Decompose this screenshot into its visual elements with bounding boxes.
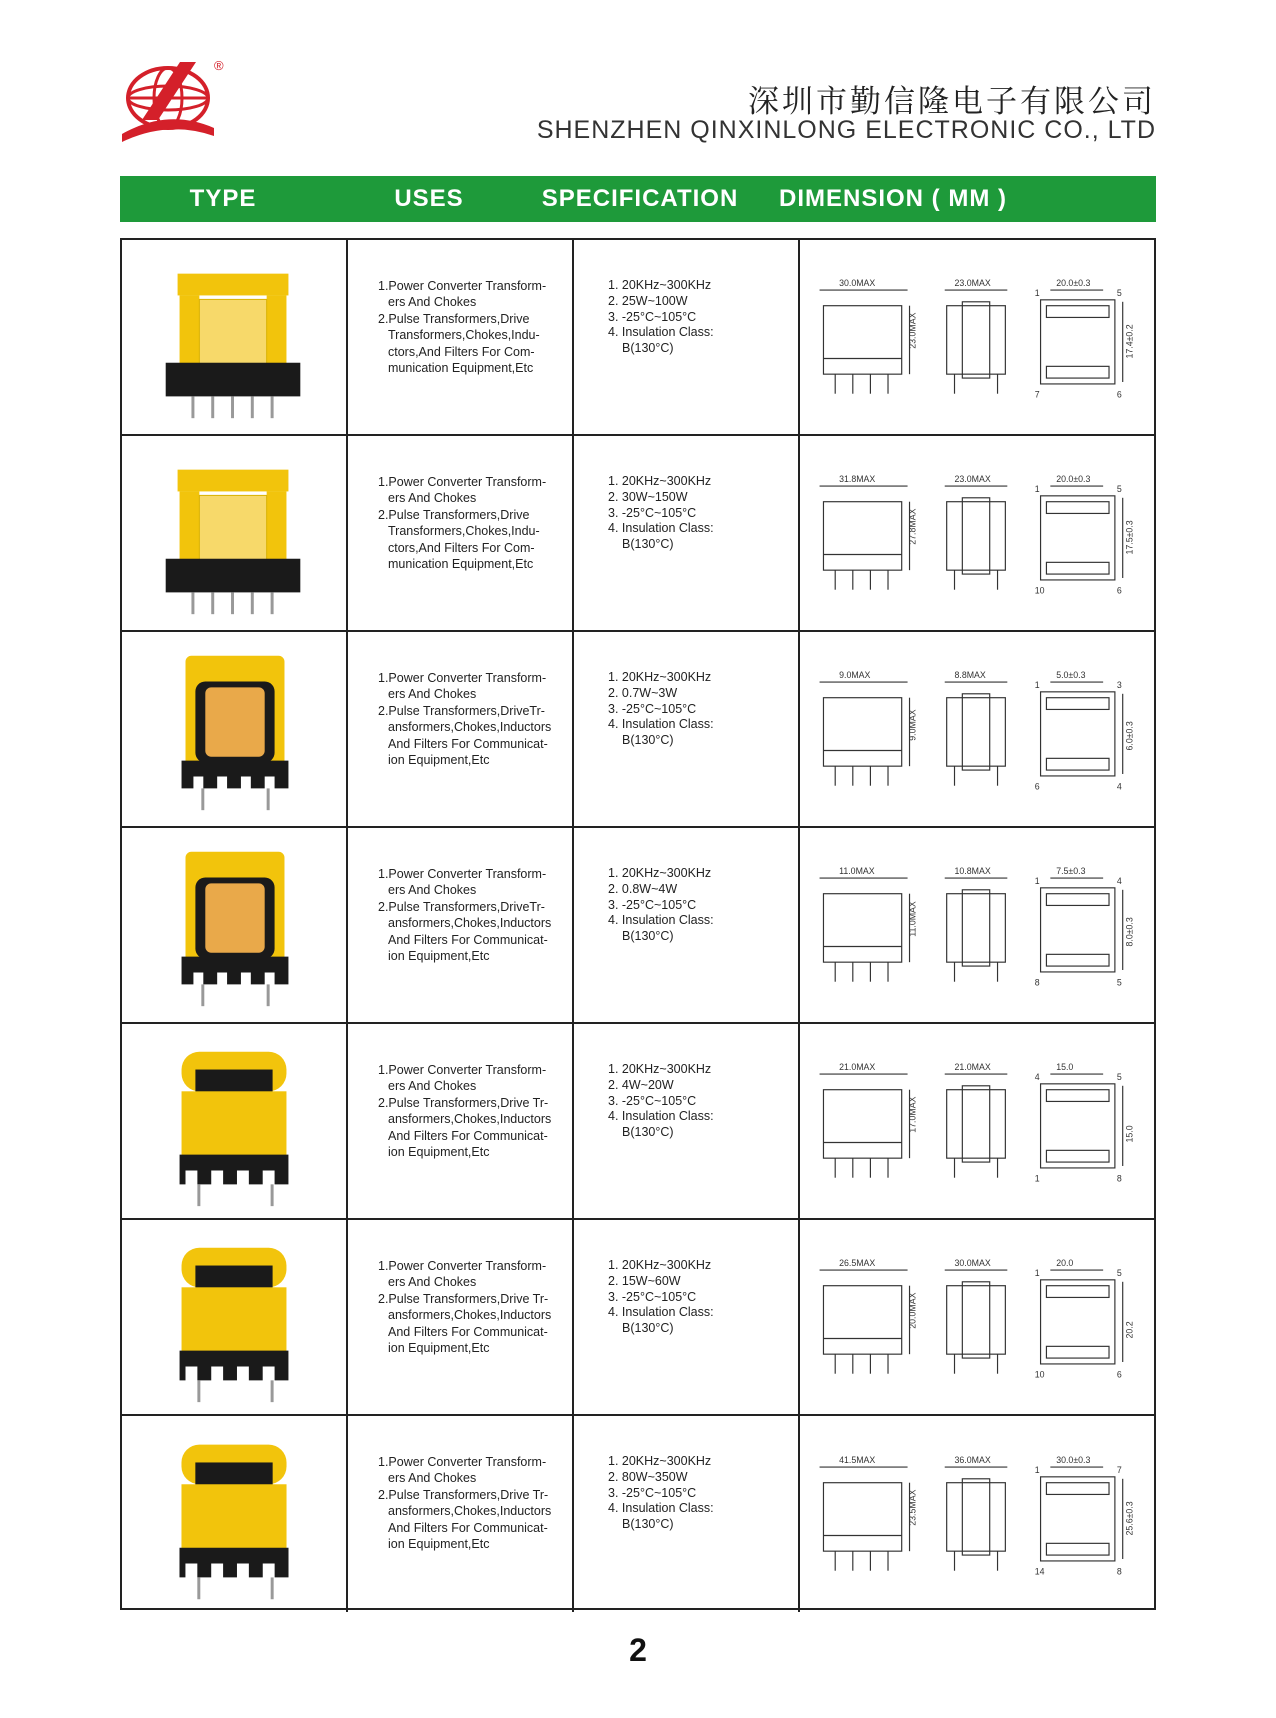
spec-line: 3. -25°C~105°C <box>608 701 697 716</box>
dim-label: 30.0MAX <box>839 278 876 289</box>
uses-line: And Filters For Communicat- <box>388 736 548 751</box>
dim-label: 8.0±0.3 <box>1124 917 1135 947</box>
spec-line: B(130°C) <box>622 341 674 356</box>
dimension-cell <box>800 240 1154 434</box>
dim-label: 25.6±0.3 <box>1124 1501 1135 1536</box>
company-name-en: SHENZHEN QINXINLONG ELECTRONIC CO., LTD <box>536 116 1156 144</box>
dimension-drawing <box>800 828 1154 1022</box>
uses-line: ers And Chokes <box>388 883 477 898</box>
pin-label: 6 <box>1116 389 1122 400</box>
bottom-view <box>1041 692 1115 776</box>
dimension-cell <box>800 1416 1154 1612</box>
uses-line: 2.Pulse Transformers,DriveTr- <box>378 703 545 718</box>
dimension-drawing <box>800 1024 1154 1218</box>
pin-label: 7 <box>1034 389 1040 400</box>
dim-label: 20.0 <box>1056 1258 1074 1269</box>
dim-label: 21.0MAX <box>839 1062 876 1073</box>
uses-line: 1.Power Converter Transform- <box>378 1455 547 1469</box>
transformer-photo <box>122 1024 346 1218</box>
side-view <box>947 894 1006 962</box>
dimension-cell <box>800 632 1154 826</box>
type-cell <box>122 436 348 630</box>
type-cell <box>122 1416 348 1612</box>
transformer-photo <box>122 240 346 434</box>
dimension-drawing <box>800 632 1154 826</box>
uses-line: And Filters For Communicat- <box>388 1520 548 1535</box>
pin-label: 5 <box>1116 483 1122 494</box>
uses-cell <box>348 1024 574 1218</box>
uses-line: munication Equipment,Etc <box>388 557 534 572</box>
specification-cell <box>574 632 800 826</box>
bottom-view <box>1041 1280 1115 1364</box>
uses-line: 1.Power Converter Transform- <box>378 475 547 489</box>
uses-cell <box>348 632 574 826</box>
bottom-view <box>1041 1084 1115 1168</box>
specification-cell <box>574 1416 800 1612</box>
pin-label: 5 <box>1116 287 1122 298</box>
dim-label: 8.8MAX <box>954 670 986 681</box>
transformer-photo <box>122 1416 346 1612</box>
side-view <box>947 1286 1006 1354</box>
pin-label: 1 <box>1034 287 1040 298</box>
transformer-photo <box>122 1220 346 1414</box>
pin-label: 1 <box>1034 679 1040 690</box>
pin-label: 4 <box>1116 781 1122 792</box>
spec-line: 1. 20KHz~300KHz <box>608 278 712 292</box>
uses-line: ansformers,Chokes,Inductors <box>388 1308 552 1323</box>
dimension-cell <box>800 1024 1154 1218</box>
spec-line: B(130°C) <box>622 733 674 748</box>
uses-line: Transformers,Chokes,Indu- <box>388 524 540 539</box>
dim-label: 23.5MAX <box>907 1489 918 1526</box>
dim-label: 9.0MAX <box>839 670 871 681</box>
transformer-photo <box>122 828 346 1022</box>
side-view <box>947 502 1006 570</box>
dim-label: 7.5±0.3 <box>1056 866 1086 877</box>
pin-label: 5 <box>1116 977 1122 988</box>
dimension-drawing <box>800 1220 1154 1414</box>
pin-label: 10 <box>1034 1369 1045 1380</box>
dim-label: 23.0MAX <box>907 312 918 349</box>
dim-label: 5.0±0.3 <box>1056 670 1086 681</box>
pin-label: 8 <box>1116 1173 1122 1184</box>
dim-label: 17.0MAX <box>907 1096 918 1133</box>
uses-line: ion Equipment,Etc <box>388 1341 490 1356</box>
product-row <box>122 1416 1154 1612</box>
front-view <box>823 502 901 570</box>
front-view <box>823 698 901 766</box>
dim-label: 36.0MAX <box>954 1455 991 1466</box>
spec-line: B(130°C) <box>622 1517 674 1532</box>
pin-label: 1 <box>1034 875 1040 886</box>
dimension-cell <box>800 828 1154 1022</box>
spec-line: 2. 25W~100W <box>608 293 688 308</box>
front-view <box>823 306 901 374</box>
dim-label: 15.0 <box>1056 1062 1074 1073</box>
dim-label: 17.4±0.2 <box>1124 324 1135 359</box>
specification-cell <box>574 828 800 1022</box>
dim-label: 17.5±0.3 <box>1124 520 1135 555</box>
uses-line: ers And Chokes <box>388 295 477 310</box>
spec-line: B(130°C) <box>622 537 674 552</box>
uses-line: 1.Power Converter Transform- <box>378 1259 547 1273</box>
side-view <box>947 1090 1006 1158</box>
pin-label: 8 <box>1034 977 1040 988</box>
uses-line: ansformers,Chokes,Inductors <box>388 720 552 735</box>
front-view <box>823 1286 901 1354</box>
uses-line: ers And Chokes <box>388 1471 477 1486</box>
dimension-drawing <box>800 240 1154 434</box>
specification-cell <box>574 1220 800 1414</box>
transformer-photo <box>122 436 346 630</box>
type-cell <box>122 632 348 826</box>
dim-label: 20.0±0.3 <box>1056 474 1091 485</box>
uses-line: ansformers,Chokes,Inductors <box>388 916 552 931</box>
page-number: 2 <box>629 1632 647 1668</box>
uses-line: ers And Chokes <box>388 687 477 702</box>
column-header-dimension: DIMENSION ( MM ) <box>779 185 1007 212</box>
bottom-view <box>1041 300 1115 384</box>
dim-label: 6.0±0.3 <box>1124 721 1135 751</box>
dim-label: 11.0MAX <box>907 901 918 937</box>
dimension-drawing <box>800 436 1154 630</box>
type-cell <box>122 1220 348 1414</box>
specification-cell <box>574 240 800 434</box>
uses-cell <box>348 240 574 434</box>
type-cell <box>122 828 348 1022</box>
uses-line: ers And Chokes <box>388 1079 477 1094</box>
column-header-uses: USES <box>394 185 464 212</box>
type-cell <box>122 1024 348 1218</box>
pin-label: 5 <box>1116 1267 1122 1278</box>
spec-line: 2. 15W~60W <box>608 1273 681 1288</box>
dim-label: 9.0MAX <box>907 709 918 741</box>
pin-label: 1 <box>1034 483 1040 494</box>
uses-line: 1.Power Converter Transform- <box>378 279 547 293</box>
uses-line: 2.Pulse Transformers,Drive Tr- <box>378 1487 549 1502</box>
spec-line: B(130°C) <box>622 1321 674 1336</box>
spec-line: 4. Insulation Class: <box>608 1109 714 1124</box>
dim-label: 20.0MAX <box>907 1292 918 1329</box>
product-row <box>122 1220 1154 1416</box>
pin-label: 14 <box>1034 1566 1045 1577</box>
uses-cell <box>348 1416 574 1612</box>
uses-line: And Filters For Communicat- <box>388 1128 548 1143</box>
uses-cell <box>348 828 574 1022</box>
spec-line: 3. -25°C~105°C <box>608 1289 697 1304</box>
uses-line: Transformers,Chokes,Indu- <box>388 328 540 343</box>
dim-label: 11.0MAX <box>839 866 875 877</box>
front-view <box>823 1483 901 1551</box>
product-row <box>122 632 1154 828</box>
dim-label: 10.8MAX <box>954 866 991 877</box>
product-table <box>120 238 1156 1610</box>
pin-label: 5 <box>1116 1071 1122 1082</box>
dim-label: 26.5MAX <box>839 1258 876 1269</box>
spec-line: B(130°C) <box>622 1125 674 1140</box>
dim-label: 41.5MAX <box>839 1455 876 1466</box>
spec-line: B(130°C) <box>622 929 674 944</box>
dim-label: 31.8MAX <box>839 474 876 485</box>
type-cell <box>122 240 348 434</box>
spec-line: 2. 30W~150W <box>608 489 688 504</box>
specification-cell <box>574 1024 800 1218</box>
registered-mark: ® <box>214 58 224 73</box>
pin-label: 1 <box>1034 1464 1040 1475</box>
uses-cell <box>348 436 574 630</box>
uses-line: ers And Chokes <box>388 491 477 506</box>
spec-line: 1. 20KHz~300KHz <box>608 474 712 488</box>
pin-label: 7 <box>1116 1464 1122 1475</box>
company-logo <box>118 58 218 144</box>
uses-line: 2.Pulse Transformers,Drive Tr- <box>378 1095 549 1110</box>
uses-line: ion Equipment,Etc <box>388 753 490 768</box>
bottom-view <box>1041 496 1115 580</box>
spec-line: 4. Insulation Class: <box>608 717 714 732</box>
pin-label: 1 <box>1034 1173 1040 1184</box>
spec-line: 4. Insulation Class: <box>608 1501 714 1516</box>
uses-line: 1.Power Converter Transform- <box>378 867 547 881</box>
spec-line: 2. 0.7W~3W <box>608 685 678 700</box>
uses-line: ion Equipment,Etc <box>388 1537 490 1552</box>
company-name-cn: 深圳市勤信隆电子有限公司 <box>748 84 1156 120</box>
spec-line: 3. -25°C~105°C <box>608 309 697 324</box>
product-row <box>122 1024 1154 1220</box>
transformer-photo <box>122 632 346 826</box>
product-row <box>122 240 1154 436</box>
spec-line: 4. Insulation Class: <box>608 521 714 536</box>
pin-label: 4 <box>1116 875 1122 886</box>
spec-line: 1. 20KHz~300KHz <box>608 1062 712 1076</box>
pin-label: 3 <box>1116 679 1122 690</box>
spec-line: 1. 20KHz~300KHz <box>608 670 712 684</box>
dim-label: 20.0±0.3 <box>1056 278 1091 289</box>
uses-line: ctors,And Filters For Com- <box>388 344 535 359</box>
spec-line: 3. -25°C~105°C <box>608 505 697 520</box>
uses-line: 2.Pulse Transformers,Drive <box>378 311 530 326</box>
pin-label: 4 <box>1034 1071 1040 1082</box>
spec-line: 4. Insulation Class: <box>608 325 714 340</box>
dimension-cell <box>800 436 1154 630</box>
uses-line: ctors,And Filters For Com- <box>388 540 535 555</box>
uses-line: 1.Power Converter Transform- <box>378 1063 547 1077</box>
spec-line: 4. Insulation Class: <box>608 1305 714 1320</box>
product-row <box>122 436 1154 632</box>
spec-line: 3. -25°C~105°C <box>608 1485 697 1500</box>
dim-label: 30.0±0.3 <box>1056 1455 1091 1466</box>
front-view <box>823 894 901 962</box>
dimension-drawing <box>800 1416 1154 1612</box>
front-view <box>823 1090 901 1158</box>
spec-line: 1. 20KHz~300KHz <box>608 1258 712 1272</box>
side-view <box>947 1483 1006 1551</box>
column-header-band <box>120 176 1156 222</box>
uses-cell <box>348 1220 574 1414</box>
uses-line: And Filters For Communicat- <box>388 932 548 947</box>
pin-label: 1 <box>1034 1267 1040 1278</box>
uses-line: 1.Power Converter Transform- <box>378 671 547 685</box>
product-row <box>122 828 1154 1024</box>
dimension-cell <box>800 1220 1154 1414</box>
specification-cell <box>574 436 800 630</box>
side-view <box>947 306 1006 374</box>
dim-label: 23.0MAX <box>954 278 991 289</box>
spec-line: 3. -25°C~105°C <box>608 1093 697 1108</box>
spec-line: 4. Insulation Class: <box>608 913 714 928</box>
dim-label: 20.2 <box>1124 1321 1135 1339</box>
pin-label: 10 <box>1034 585 1045 596</box>
uses-line: ansformers,Chokes,Inductors <box>388 1112 552 1127</box>
dim-label: 21.0MAX <box>954 1062 991 1073</box>
spec-line: 2. 80W~350W <box>608 1469 688 1484</box>
dim-label: 23.0MAX <box>954 474 991 485</box>
spec-line: 2. 4W~20W <box>608 1077 674 1092</box>
spec-line: 1. 20KHz~300KHz <box>608 1454 712 1468</box>
uses-line: 2.Pulse Transformers,Drive <box>378 507 530 522</box>
uses-line: 2.Pulse Transformers,Drive Tr- <box>378 1291 549 1306</box>
bottom-view <box>1041 1477 1115 1561</box>
dim-label: 15.0 <box>1124 1125 1135 1143</box>
dim-label: 27.8MAX <box>907 508 918 545</box>
bottom-view <box>1041 888 1115 972</box>
uses-line: ion Equipment,Etc <box>388 1145 490 1160</box>
pin-label: 6 <box>1034 781 1040 792</box>
pin-label: 8 <box>1116 1566 1122 1577</box>
uses-line: 2.Pulse Transformers,DriveTr- <box>378 899 545 914</box>
spec-line: 2. 0.8W~4W <box>608 881 678 896</box>
uses-line: And Filters For Communicat- <box>388 1324 548 1339</box>
uses-line: ers And Chokes <box>388 1275 477 1290</box>
spec-line: 1. 20KHz~300KHz <box>608 866 712 880</box>
uses-line: ion Equipment,Etc <box>388 949 490 964</box>
spec-line: 3. -25°C~105°C <box>608 897 697 912</box>
uses-line: munication Equipment,Etc <box>388 361 534 376</box>
column-header-type: TYPE <box>189 185 257 212</box>
column-header-specification: SPECIFICATION <box>541 185 739 212</box>
side-view <box>947 698 1006 766</box>
dim-label: 30.0MAX <box>954 1258 991 1269</box>
pin-label: 6 <box>1116 1369 1122 1380</box>
pin-label: 6 <box>1116 585 1122 596</box>
uses-line: ansformers,Chokes,Inductors <box>388 1504 552 1519</box>
